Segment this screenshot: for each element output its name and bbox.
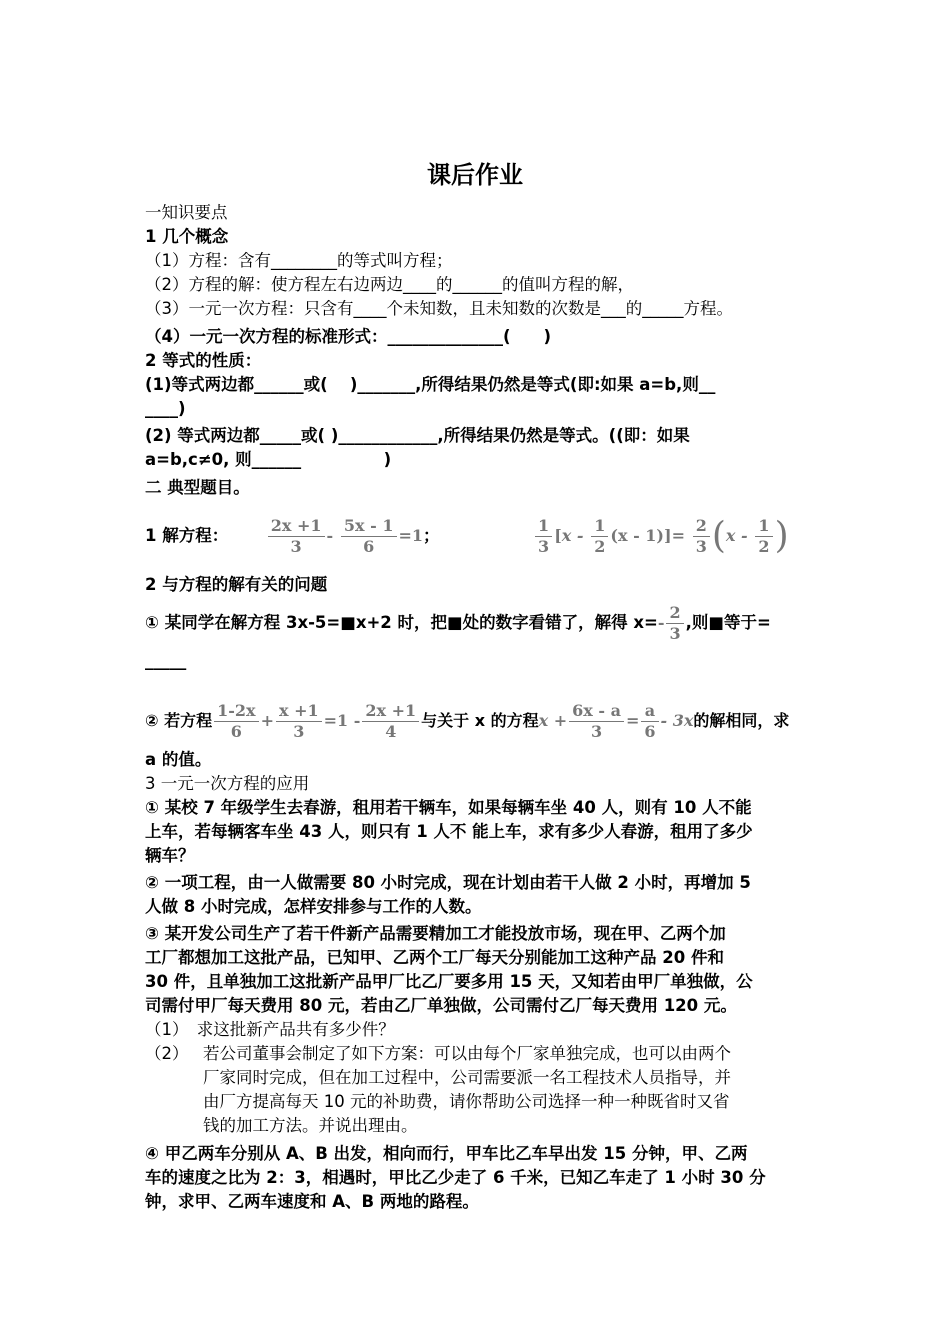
q3-heading: 3 一元一次方程的应用 [145,774,310,793]
eq2-right-paren: ) [774,515,789,557]
eq1-b-num: 5x - 1 [341,516,397,537]
q3a-line3: 辆车？ [145,846,195,865]
q3b-line1: ② 一项工程，由一人做需要 80 小时完成，现在计划由若干人做 2 小时，再增加 5 [145,873,751,892]
eq4-a-num: 6x - a [569,701,624,722]
q2b-mid: 与关于 x 的方程 [421,711,539,730]
property-1-line1: (1)等式两边都______或( )_______,所得结果仍然是等式(即:如果 a=b,则__ [145,375,716,394]
eq4-a-den: 3 [591,722,603,741]
eq2-f3-den: 3 [695,537,707,556]
section2-heading: 二 典型题目。 [145,478,250,497]
concepts-heading: 1 几个概念 [145,227,229,246]
eq4-x-plus: x + [538,711,568,730]
eq4-frac-a [569,701,624,742]
property-2-line2: a=b,c≠0, 则______ ) [145,450,392,469]
eq2-left-paren: ( [711,515,726,557]
eq2-x-minus: x - [561,526,584,545]
eq3-c-den: 4 [385,722,397,741]
q2b-row [145,697,810,745]
eq2-paren: (x - 1)] [610,526,672,545]
q3c-line3: 30 件，且单独加工这批新产品甲厂比乙厂要多用 15 天，又知若由甲厂单独做，公 [145,972,753,991]
q3c-sub2-line3: 由厂方提高每天 10 元的补助费，请你帮助公司选择一种一种既省时又省 [203,1092,730,1111]
q1-tail: ； [423,526,440,545]
q2b-line2: a 的值。 [145,750,212,769]
eq1-rhs: =1 [398,526,424,545]
q3c-line4: 司需付甲厂每天费用 80 元，若由乙厂单独做，公司需付乙厂每天费用 120 元。 [145,996,737,1015]
eq1-a-den: 3 [290,537,302,556]
eq2-bracket: [ [554,526,562,545]
eq4-frac-b [641,701,658,742]
q3c-sub2-num: （2） [145,1044,189,1063]
eq1-frac-b [341,516,397,557]
section1-heading: 一知识要点 [145,203,228,222]
property-2-line1: (2) 等式两边都_____或( )____________,所得结果仍然是等式。((即：如果 [145,426,690,445]
eq3-a-den: 6 [230,722,242,741]
sol-num: 2 [666,603,683,624]
eq4-tail: - 3x [660,711,694,730]
q3a-line2: 上车，若每辆客车坐 43 人，则只有 1 人不 能上车，求有多少人春游，租用了多少 [145,822,753,841]
concept-4: （4）一元一次方程的标准形式：______________( ) [145,327,552,346]
sol-frac [666,603,683,644]
q2-heading: 2 与方程的解有关的问题 [145,575,328,594]
concept-1: （1）方程：含有________的等式叫方程； [145,251,453,270]
concept-3: （3）一元一次方程：只含有____个未知数，且未知数的次数是___的_____方程。 [145,299,733,318]
page-title: 课后作业 [427,161,523,189]
eq3-c-num: 2x +1 [362,701,419,722]
eq2-f1-den: 3 [538,537,550,556]
q3d-line2: 车的速度之比为 2：3，相遇时，甲比乙少走了 6 千米，已知乙车走了 1 小时 30 分 [145,1168,766,1187]
sol-sign: - [657,613,665,632]
q3c-sub2-line4: 钱的加工方法。并说出理由。 [203,1116,418,1135]
q3c-line2: 工厂都想加工这批产品，已知甲、乙两个工厂每天分别能加工这种产品 20 件和 [145,948,724,967]
q3a-line1: ① 某校 7 年级学生去春游，租用若干辆车，如果每辆车坐 40 人，则有 10 人不能 [145,798,752,817]
concept-2: （2）方程的解：使方程左右边两边____的______的值叫方程的解， [145,275,634,294]
properties-heading: 2 等式的性质： [145,351,262,370]
q2a-answer-blank: _____ [145,651,187,670]
eq2-eq: = [671,526,685,545]
eq3-frac-a [214,701,258,742]
eq2-f4-den: 2 [758,537,770,556]
eq3-frac-b [276,701,322,742]
eq3-frac-c [362,701,419,742]
eq2-f2-den: 2 [594,537,606,556]
eq1-minus: - [326,526,334,545]
eq3-b-num: x +1 [276,701,322,722]
q3d-line1: ④ 甲乙两车分别从 A、B 出发，相向而行，甲车比乙车早出发 15 分钟，甲、乙两 [145,1144,748,1163]
eq3-a-num: 1-2x [214,701,258,722]
eq1-a-num: 2x +1 [268,516,325,537]
q3c-sub1: （1） 求这批新产品共有多少件？ [145,1020,395,1039]
q3c-sub2-line2: 厂家同时完成，但在加工过程中，公司需要派一名工程技术人员指导，并 [203,1068,731,1087]
eq2-f4-num: 1 [755,516,772,537]
eq2-f2-num: 1 [591,516,608,537]
q1-row [145,512,810,560]
property-1-line2: ____) [145,399,186,418]
q2b-suffix: 的解相同，求 [693,711,790,730]
eq2-f3-num: 2 [693,516,710,537]
q3b-line2: 人做 8 小时完成，怎样安排参与工作的人数。 [145,897,482,916]
eq4-eq: = [625,711,640,730]
eq1-b-den: 6 [363,537,375,556]
q3c-sub2-line1: 若公司董事会制定了如下方案：可以由每个厂家单独完成，也可以由两个 [203,1044,731,1063]
eq4-b-den: 6 [644,722,656,741]
eq3-plus: + [260,711,274,730]
eq3-mid: =1 - [323,711,361,730]
q2a-text: ① 某同学在解方程 3x-5=■x+2 时，把■处的数字看错了，解得 x= [145,613,658,632]
eq4-b-num: a [641,701,658,722]
eq2-frac-4 [755,516,772,557]
eq2-x-minus-2: x - [725,526,748,545]
q2a-tail: ,则■等于= [685,613,771,632]
eq1-frac-a [268,516,325,557]
eq3-b-den: 3 [293,722,305,741]
q2b-prefix: ② 若方程 [145,711,213,730]
eq2-f1-num: 1 [535,516,552,537]
q3c-line1: ③ 某开发公司生产了若干件新产品需要精加工才能投放市场，现在甲、乙两个加 [145,924,726,943]
eq2-frac-2 [591,516,608,557]
q1-label: 1 解方程： [145,526,229,545]
eq2-frac-1 [535,516,552,557]
q3d-line3: 钟，求甲、乙两车速度和 A、B 两地的路程。 [145,1192,479,1211]
q2a-row [145,599,810,647]
eq2-frac-3 [693,516,710,557]
sol-den: 3 [669,624,681,643]
